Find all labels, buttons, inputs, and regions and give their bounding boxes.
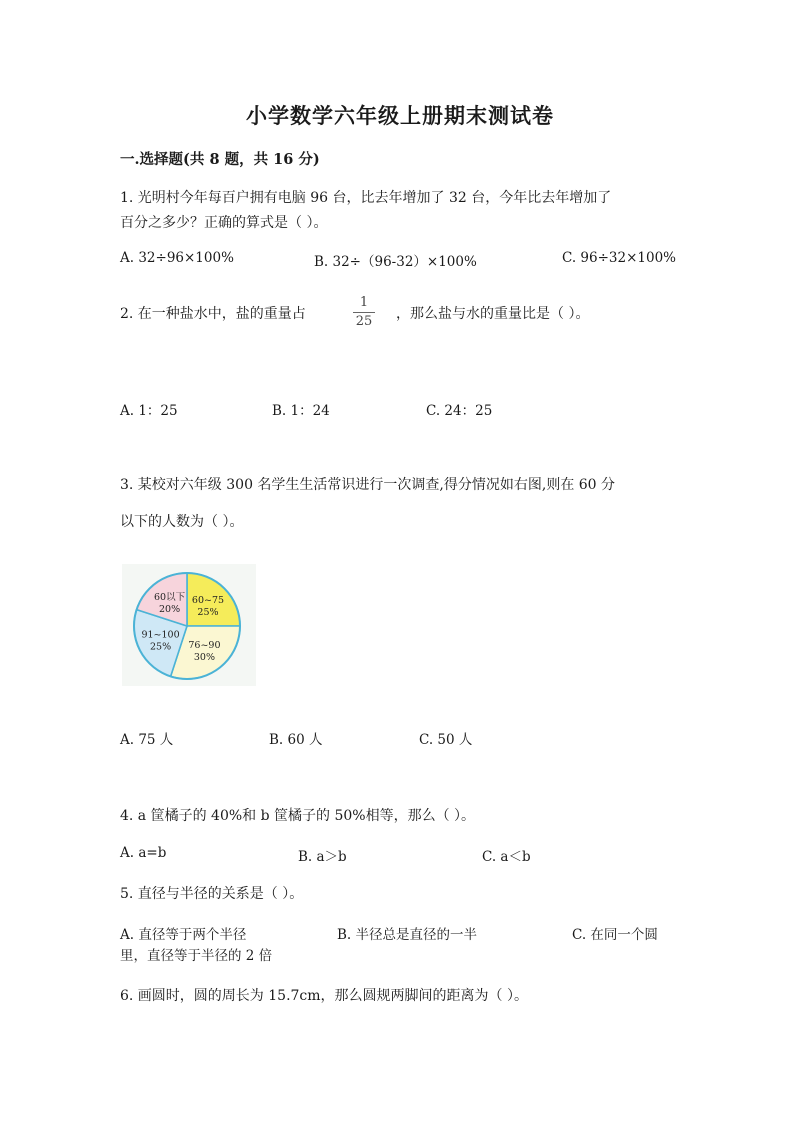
question-4-text: 4. a 筐橘子的 40%和 b 筐橘子的 50%相等，那么（ ）。	[120, 808, 476, 824]
question-3-option-b[interactable]: B. 60 人	[269, 732, 323, 748]
pie-slice-percent-3: 25%	[149, 641, 172, 653]
fraction-numerator: 1	[359, 295, 369, 310]
fraction-one-twenty-fifth	[353, 296, 375, 329]
pie-slice-percent-2: 30%	[193, 652, 216, 664]
question-5-text: 5. 直径与半径的关系是（ ）。	[120, 886, 304, 902]
question-3-option-a[interactable]: A. 75 人	[120, 732, 174, 748]
question-3-line-1: 3. 某校对六年级 300 名学生生活常识进行一次调查,得分情况如右图,则在 60 分	[120, 477, 616, 493]
question-4-option-a[interactable]: A. a=b	[120, 845, 167, 861]
question-1-option-c[interactable]: C. 96÷32×100%	[562, 250, 677, 266]
pie-slice-percent-1: 25%	[197, 607, 219, 619]
question-3-line-2: 以下的人数为（ ）。	[120, 514, 244, 530]
section-heading: 一.选择题(共 8 题，共 16 分)	[120, 151, 320, 168]
fraction-bar	[353, 312, 375, 313]
fraction-denominator: 25	[355, 314, 373, 329]
score-pie-chart	[122, 564, 256, 686]
question-2-option-b[interactable]: B. 1：24	[272, 403, 330, 419]
question-6-text: 6. 画圆时，圆的周长为 15.7cm，那么圆规两脚间的距离为（ ）。	[120, 988, 528, 1004]
question-1-line-2: 百分之多少？正确的算式是（ ）。	[120, 215, 328, 231]
question-5-option-a[interactable]: A. 直径等于两个半径	[120, 927, 247, 943]
question-5-option-c-continued: 里，直径等于半径的 2 倍	[120, 948, 273, 964]
pie-chart-svg	[122, 564, 256, 686]
question-2-prefix: 2. 在一种盐水中，盐的重量占	[120, 306, 306, 322]
question-2-suffix: ，那么盐与水的重量比是（ ）。	[396, 306, 590, 322]
pie-slice-percent-0: 20%	[158, 603, 181, 615]
question-3-option-c[interactable]: C. 50 人	[419, 732, 473, 748]
page-title: 小学数学六年级上册期末测试卷	[246, 103, 554, 128]
question-2-option-a[interactable]: A. 1：25	[120, 403, 178, 419]
question-2-option-c[interactable]: C. 24：25	[426, 403, 493, 419]
question-5-option-c[interactable]: C. 在同一个圆	[572, 927, 658, 943]
question-1-option-b[interactable]: B. 32÷（96-32）×100%	[314, 254, 477, 270]
pie-slice-label-1: 60~75	[191, 595, 225, 607]
pie-slice-label-0: 60以下	[154, 591, 186, 603]
question-4-option-b[interactable]: B. a＞b	[298, 849, 347, 865]
pie-slice-label-3: 91~100	[141, 629, 180, 641]
question-1-line-1: 1. 光明村今年每百户拥有电脑 96 台，比去年增加了 32 台，今年比去年增加了	[120, 190, 612, 206]
question-4-option-c[interactable]: C. a＜b	[482, 849, 531, 865]
pie-slice-label-2: 76~90	[188, 640, 221, 652]
question-1-option-a[interactable]: A. 32÷96×100%	[120, 250, 234, 266]
question-5-option-b[interactable]: B. 半径总是直径的一半	[337, 927, 478, 943]
